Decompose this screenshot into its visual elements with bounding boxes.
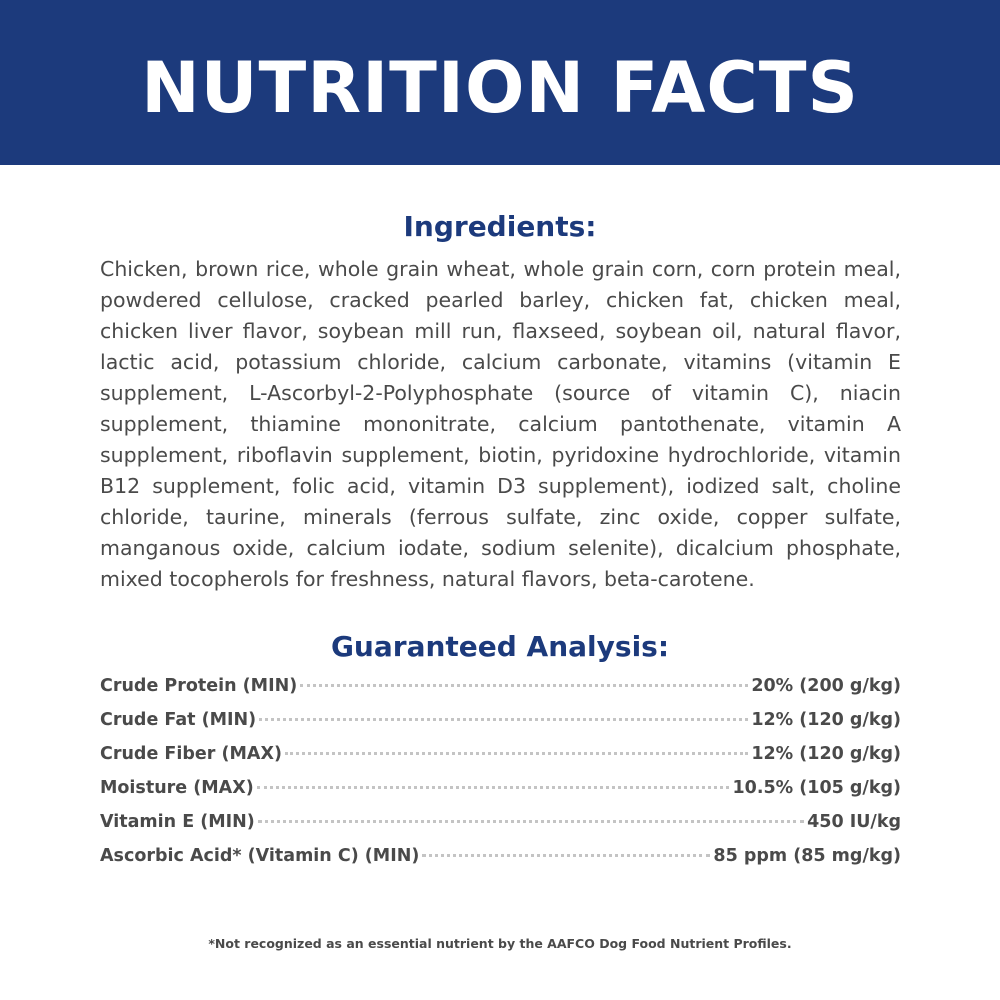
nutrient-label: Crude Protein (MIN) <box>100 676 298 696</box>
dot-leader <box>285 752 748 755</box>
nutrient-label: Crude Fat (MIN) <box>100 710 257 730</box>
nutrient-value: 20% (200 g/kg) <box>751 676 901 696</box>
nutrient-label: Crude Fiber (MAX) <box>100 744 282 764</box>
nutrient-label: Moisture (MAX) <box>100 778 254 798</box>
header-banner <box>0 0 1000 165</box>
analysis-row-crude-fat <box>100 710 901 744</box>
analysis-row-moisture <box>100 778 901 812</box>
analysis-row-crude-protein <box>100 676 901 710</box>
footnote: *Not recognized as an essential nutrient by the AAFCO Dog Food Nutrient Profiles. <box>208 936 792 951</box>
nutrient-value: 85 ppm (85 mg/kg) <box>713 846 901 866</box>
guaranteed-analysis-list <box>100 676 901 880</box>
guaranteed-analysis-heading: Guaranteed Analysis: <box>330 630 670 663</box>
dot-leader <box>300 684 748 687</box>
analysis-row-vitamin-e <box>100 812 901 846</box>
nutrient-label: Ascorbic Acid* (Vitamin C) (MIN) <box>100 846 420 866</box>
analysis-row-crude-fiber <box>100 744 901 778</box>
dot-leader <box>257 786 730 789</box>
dot-leader <box>258 820 804 823</box>
nutrient-value: 12% (120 g/kg) <box>751 710 901 730</box>
analysis-row-ascorbic-acid <box>100 846 901 880</box>
dot-leader <box>259 718 748 721</box>
dot-leader <box>422 854 710 857</box>
page-title: NUTRITION FACTS <box>141 47 859 129</box>
ingredients-text: Chicken, brown rice, whole grain wheat, whole grain corn, corn protein meal, powdered cellulose, cracked pearled barley, chicken fat, chicken meal, chicken liver flavor, soybean mill run, flaxseed, soybean oil, natural flavor, lactic acid, potassium chloride, calcium carbonate, vitamins (vitamin E supplement, L-Ascorbyl-2-Polyphosphate (source of vitamin C), niacin supplement, thiamine mononitrate, calcium pantothenate, vitamin A supplement, riboflavin supplement, biotin, pyridoxine hydrochloride, vitamin B12 supplement, folic acid, vitamin D3 supplement), iodized salt, choline chloride, taurine, minerals (ferrous sulfate, zinc oxide, copper sulfate, manganous oxide, calcium iodate, sodium selenite), dicalcium phosphate, mixed tocopherols for freshness, natural flavors, beta-carotene. <box>100 257 901 591</box>
nutrient-value: 450 IU/kg <box>807 812 901 832</box>
nutrient-label: Vitamin E (MIN) <box>100 812 255 832</box>
nutrient-value: 10.5% (105 g/kg) <box>732 778 901 798</box>
ingredients-heading: Ingredients: <box>403 210 597 243</box>
nutrient-value: 12% (120 g/kg) <box>751 744 901 764</box>
